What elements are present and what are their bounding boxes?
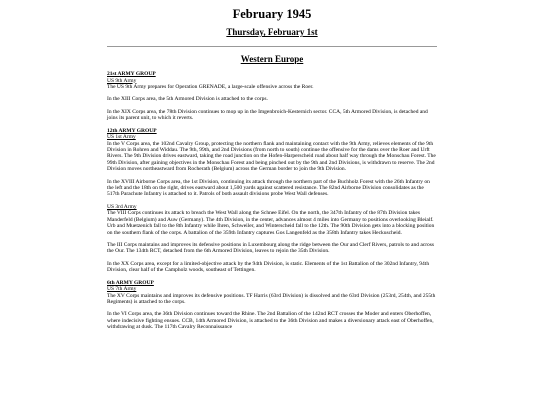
paragraph: In the XX Corps area, except for a limited-objective attack by the 94th Division, is static. Elements of the 1st Battalion of the 302nd Infantry, 94th Division, clear half of the Campholz woods, southeast of Tettingen. xyxy=(107,260,430,274)
army-group-section xyxy=(107,280,437,331)
paragraph: In the XIX Corps area, the 78th Division continues to mop up in the Imgenbroich-Kesternich sector. CCA, 5th Armored Division, is detached and joins its parent unit, to which it reverts. xyxy=(107,108,428,122)
page-title: February 1945 xyxy=(232,7,312,21)
army-heading: US 9th Army xyxy=(107,77,137,84)
document-content xyxy=(107,6,437,337)
paragraph: In the XVIII Airborne Corps area, the 1st Division, continuing its attack through the northern part of the Buchholz Forest with the 26th Infantry on the left and the 18th on the right, drives eastward about 1,500 yards against scattered resistance. The 82nd Airborne Division consolidates as the 517th Parachute Infantry is attached to it. Patrols of both assault divisions probe West Wall defenses. xyxy=(107,178,430,198)
army-group-heading: 6th ARMY GROUP xyxy=(107,279,154,286)
paragraph: The III Corps maintains and improves its defensive positions in Luxembourg along the ridge between the Our and Clerf Rivers, patrols to and across the Our. The 134th RCT, detached from the 6th Armored Division, leaves to rejoin the 35th Division. xyxy=(107,242,435,255)
theater-heading: Western Europe xyxy=(240,54,304,64)
paragraph: In the V Corps area, the 102nd Cavalry Group, protecting the northern flank and maintaining contact with the 9th Army, relieves elements of the 9th Division in Rohren and Widdau. The 9th, 99th, and 2nd Divisions (from north to south) continue the offensive for the dams over the Roer and Urft Rivers. The 9th Division drives eastward, taking the road junction on the Hofen-Harperscheid road about half way through the Monschau Forest. The 99th Division, after gaining objectives in the Monschau Forest and being pinched out by the 9th and 2nd Divisions, is withdrawn to reserve. The 2nd Division moves northeastward from Rocherath (Belgium) across the German border to join the 9th Division. xyxy=(107,140,436,173)
paragraph: In the VI Corps area, the 36th Division continues toward the Rhine. The 2nd Battalion of the 142nd RCT crosses the Moder and enters Oberhoffen, where indecisive fighting ensues. CCB, 14th Armored Division, is attached to the 36th Division and makes a diversionary attack east of Oberhoffen, withdrawing at dusk. The 117th Cavalry Reconnaissance xyxy=(107,311,434,331)
army-group-heading: 12th ARMY GROUP xyxy=(107,127,157,134)
paragraph: The XV Corps maintains and improves its defensive positions. TF Harris (63rd Division) is dissolved and the 63rd Division (253rd, 254th, and 255th Regiments) is attached to the corps. xyxy=(107,292,436,306)
army-group-section xyxy=(107,128,437,274)
army-heading: US 3rd Army xyxy=(107,203,137,210)
date-heading: Thursday, February 1st xyxy=(226,27,318,37)
army-group-section xyxy=(107,71,437,122)
army-group-heading: 21st ARMY GROUP xyxy=(107,71,156,77)
paragraph: In the XIII Corps area, the 5th Armored Division is attached to the corps. xyxy=(107,96,268,103)
paragraph: The VIII Corps continues its attack to breach the West Wall along the Schnee Eifel. On the north, the 347th Infantry of the 87th Division takes Manderfeld (Belgium) and Auw (Germany). The 4th Division, in the center, advances almost 4 miles into Germany to positions overlooking Bleialf. Urb and Muetzenich fall to the 8th Infantry while Ihren, Schweiler, and Winterscheid fall to the 12th. The 90th Division gets into a blocking position on the southern flank of the corps. A battalion of the 359th Infantry captures Gos Langenfeld as the 358th Infantry takes Heckuscheid. xyxy=(107,210,435,236)
army-heading: US 7th Army xyxy=(107,286,137,293)
divider xyxy=(107,46,437,47)
paragraph: The US 9th Army prepares for Operation GRENADE, a large-scale offensive across the Roer. xyxy=(107,84,314,90)
army-heading: US 1st Army xyxy=(107,134,136,141)
